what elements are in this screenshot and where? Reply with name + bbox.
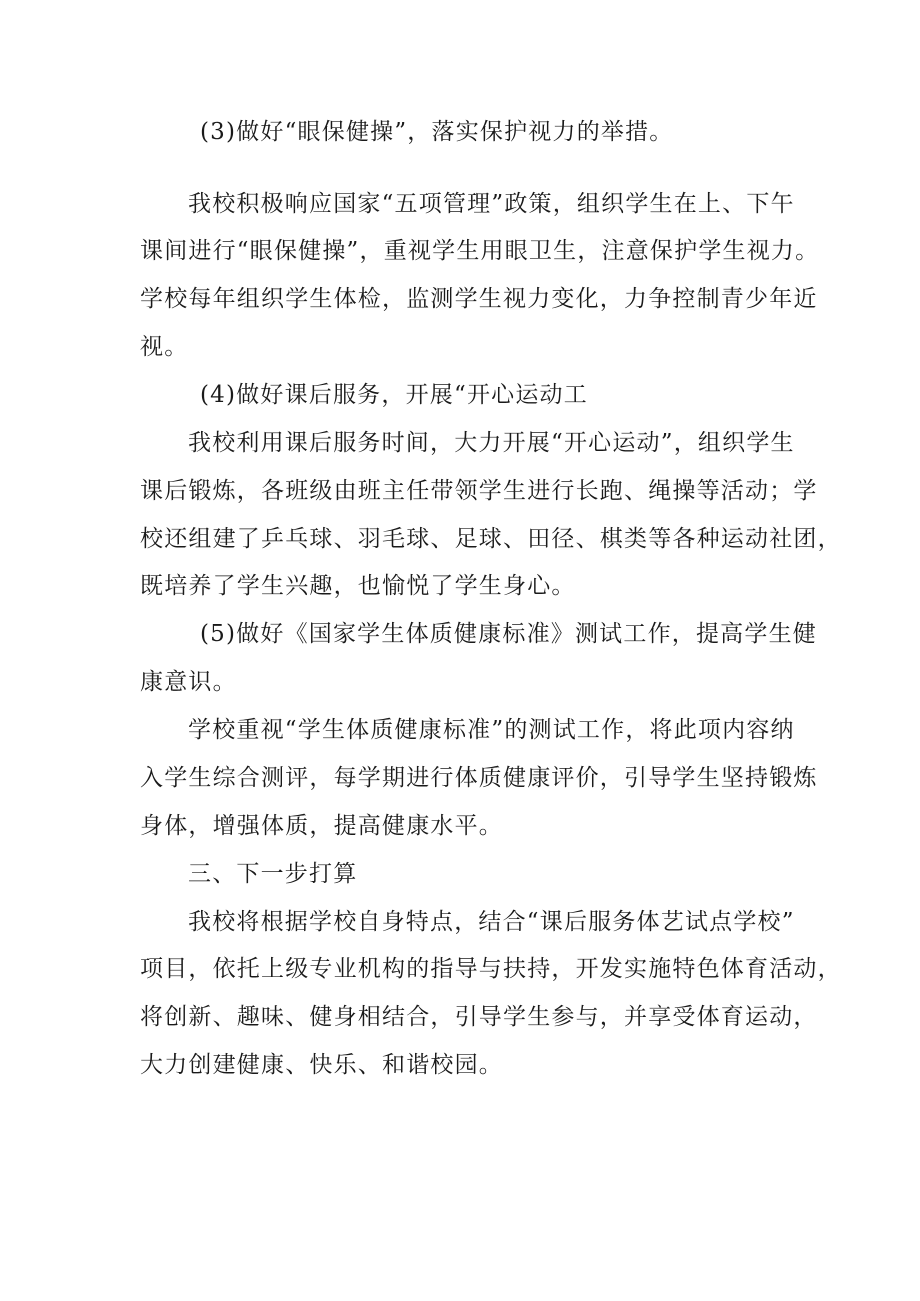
heading-item-5-continued: 康意识。 — [140, 669, 237, 695]
paragraph-line: 我校利用课后服务时间，大力开展“开心运动”，组织学生 — [188, 430, 795, 456]
paragraph-line: 学校每年组织学生体检，监测学生视力变化，力争控制青少年近 — [140, 286, 818, 312]
paragraph-line: 我校将根据学校自身特点，结合“课后服务体艺试点学校” — [188, 909, 795, 935]
paragraph-line: 身体，增强体质，提高健康水平。 — [140, 813, 503, 839]
paragraph-line: 项目，依托上级专业机构的指导与扶持，开发实施特色体育活动， — [140, 956, 842, 982]
section-heading: 三、下一步打算 — [188, 861, 358, 887]
heading-item-4: (4)做好课后服务，开展“开心运动工 — [200, 382, 588, 408]
paragraph-line: 入学生综合测评，每学期进行体质健康评价，引导学生坚持锻炼 — [140, 765, 818, 791]
paragraph-line: 既培养了学生兴趣，也愉悦了学生身心。 — [140, 573, 576, 599]
paragraph-line: 大力创建健康、快乐、和谐校园。 — [140, 1052, 503, 1078]
paragraph-line: 视。 — [140, 334, 189, 360]
paragraph-line: 课后锻炼，各班级由班主任带领学生进行长跑、绳操等活动；学 — [140, 478, 818, 504]
paragraph-line: 课间进行“眼保健操”，重视学生用眼卫生，注意保护学生视力。 — [140, 238, 820, 264]
heading-item-3: (3)做好“眼保健操”，落实保护视力的举措。 — [200, 119, 674, 145]
paragraph-line: 校还组建了乒乓球、羽毛球、足球、田径、棋类等各种运动社团， — [140, 526, 842, 552]
heading-item-5: (5)做好《国家学生体质健康标准》测试工作，提高学生健 — [200, 621, 817, 647]
paragraph-line: 我校积极响应国家“五项管理”政策，组织学生在上、下午 — [188, 191, 795, 217]
paragraph-line: 将创新、趣味、健身相结合，引导学生参与，并享受体育运动， — [140, 1004, 818, 1030]
paragraph-line: 学校重视“学生体质健康标准”的测试工作，将此项内容纳 — [188, 717, 795, 743]
